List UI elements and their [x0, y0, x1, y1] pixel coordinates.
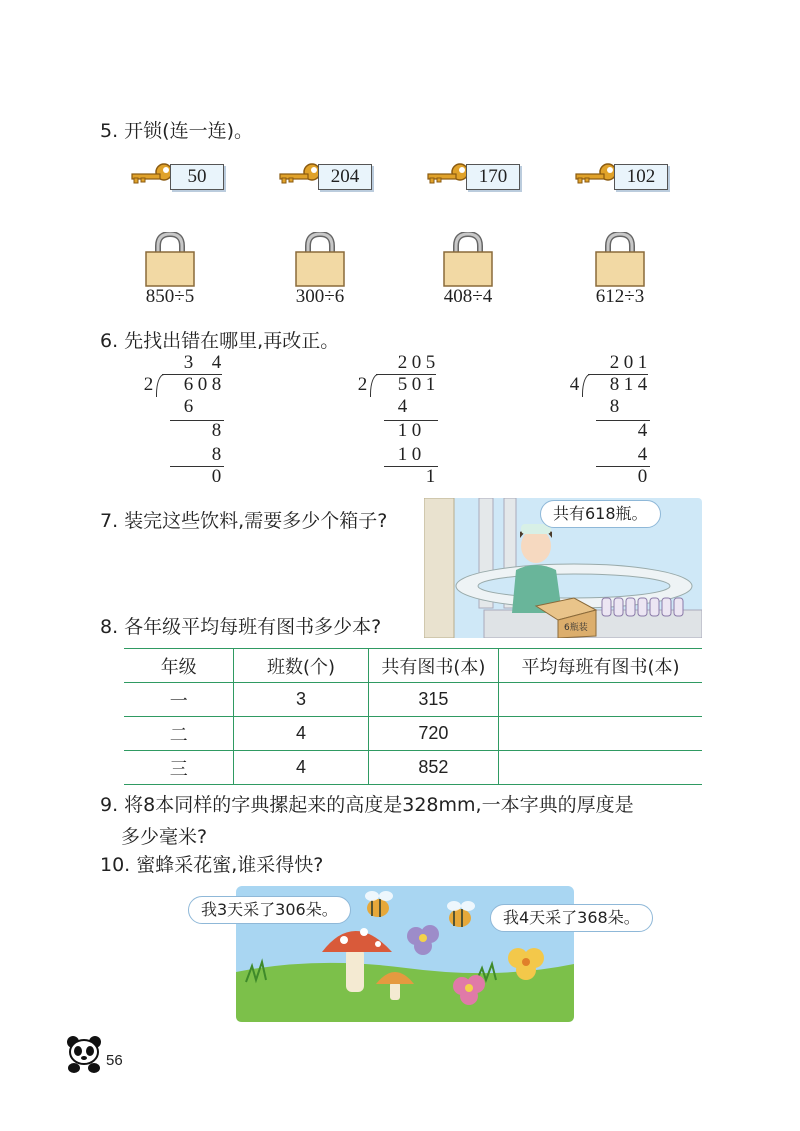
division-digit: 4	[569, 374, 580, 395]
table-cell: 4	[234, 717, 368, 751]
box-label: 6瓶装	[564, 623, 588, 633]
q7-title: 7. 装完这些饮料,需要多少个箱子?	[100, 510, 388, 532]
lock-expression: 300÷6	[295, 286, 345, 307]
panda-icon	[64, 1034, 104, 1074]
q9-line1: 9. 将8本同样的字典摞起来的高度是328mm,一本字典的厚度是	[100, 794, 634, 816]
division-digit: 0	[411, 352, 422, 373]
table-cell: 852	[368, 751, 498, 785]
table-header-cell: 班数(个)	[234, 649, 368, 683]
division-line	[384, 466, 438, 467]
padlock-icon	[140, 232, 200, 288]
division-digit: 2	[609, 352, 620, 373]
division-digit: 4	[397, 396, 408, 417]
table-header-cell: 年级	[124, 649, 234, 683]
key-tag: 204	[318, 164, 372, 190]
division-digit: 1	[397, 420, 408, 441]
q10-bubble-right: 我4天采了368朵。	[490, 904, 653, 932]
table-header-cell: 共有图书(本)	[368, 649, 498, 683]
padlock-icon	[290, 232, 350, 288]
long-division-3	[566, 352, 676, 487]
q10-bubble-left: 我3天采了306朵。	[188, 896, 351, 924]
division-digit: 2	[397, 352, 408, 373]
table-row	[124, 683, 702, 717]
table-cell: 二	[124, 717, 234, 751]
key-4[interactable]	[574, 160, 694, 200]
table-row	[124, 717, 702, 751]
division-digit: 1	[637, 352, 648, 373]
q7-bubble: 共有618瓶。	[540, 500, 661, 528]
division-digit: 1	[623, 374, 634, 395]
division-digit: 4	[211, 352, 222, 373]
table-cell: 4	[234, 751, 368, 785]
division-digit: 8	[211, 374, 222, 395]
division-bracket	[156, 374, 167, 397]
division-digit: 0	[411, 444, 422, 465]
division-line	[596, 420, 650, 421]
division-digit: 5	[397, 374, 408, 395]
division-bracket	[582, 374, 593, 397]
page-number: 56	[106, 1052, 123, 1069]
table-cell: 三	[124, 751, 234, 785]
key-tag: 102	[614, 164, 668, 190]
division-digit: 1	[397, 444, 408, 465]
q5-title: 5. 开锁(连一连)。	[100, 120, 253, 142]
division-digit: 0	[197, 374, 208, 395]
division-digit: 4	[637, 420, 648, 441]
table-header-row	[124, 649, 702, 683]
key-tag: 50	[170, 164, 224, 190]
key-2[interactable]	[278, 160, 398, 200]
table-cell: 315	[368, 683, 498, 717]
division-digit: 0	[623, 352, 634, 373]
division-digit: 0	[211, 466, 222, 487]
key-1[interactable]	[130, 160, 250, 200]
division-digit: 1	[425, 466, 436, 487]
key-3[interactable]	[426, 160, 546, 200]
division-digit: 0	[411, 374, 422, 395]
division-line	[170, 466, 224, 467]
division-line	[596, 466, 650, 467]
division-digit: 4	[637, 374, 648, 395]
long-division-1	[140, 352, 250, 487]
division-digit: 1	[425, 374, 436, 395]
division-digit: 6	[183, 374, 194, 395]
table-cell: 720	[368, 717, 498, 751]
answer-cell[interactable]	[499, 751, 702, 785]
table-cell: 一	[124, 683, 234, 717]
table-row	[124, 751, 702, 785]
key-tag: 170	[466, 164, 520, 190]
division-digit: 0	[411, 420, 422, 441]
lock-expression: 850÷5	[145, 286, 195, 307]
division-digit: 8	[211, 444, 222, 465]
answer-cell[interactable]	[499, 717, 702, 751]
division-digit: 8	[609, 374, 620, 395]
division-digit: 8	[609, 396, 620, 417]
q6-title: 6. 先找出错在哪里,再改正。	[100, 330, 340, 352]
division-digit: 6	[183, 396, 194, 417]
q9-line2: 多少毫米?	[121, 826, 208, 848]
q10-title: 10. 蜜蜂采花蜜,谁采得快?	[100, 854, 324, 876]
long-division-2	[354, 352, 464, 487]
answer-cell[interactable]	[499, 683, 702, 717]
division-bracket	[370, 374, 381, 397]
books-table	[124, 648, 702, 785]
q8-title: 8. 各年级平均每班有图书多少本?	[100, 616, 382, 638]
division-digit: 8	[211, 420, 222, 441]
lock-expression: 612÷3	[595, 286, 645, 307]
padlock-icon	[590, 232, 650, 288]
table-header-cell: 平均每班有图书(本)	[499, 649, 702, 683]
table-cell: 3	[234, 683, 368, 717]
lock-expression: 408÷4	[443, 286, 493, 307]
division-digit: 3	[183, 352, 194, 373]
division-line	[384, 420, 438, 421]
division-digit: 5	[425, 352, 436, 373]
division-line	[170, 420, 224, 421]
padlock-icon	[438, 232, 498, 288]
division-digit: 0	[637, 466, 648, 487]
division-digit: 4	[637, 444, 648, 465]
division-digit: 2	[357, 374, 368, 395]
division-digit: 2	[143, 374, 154, 395]
